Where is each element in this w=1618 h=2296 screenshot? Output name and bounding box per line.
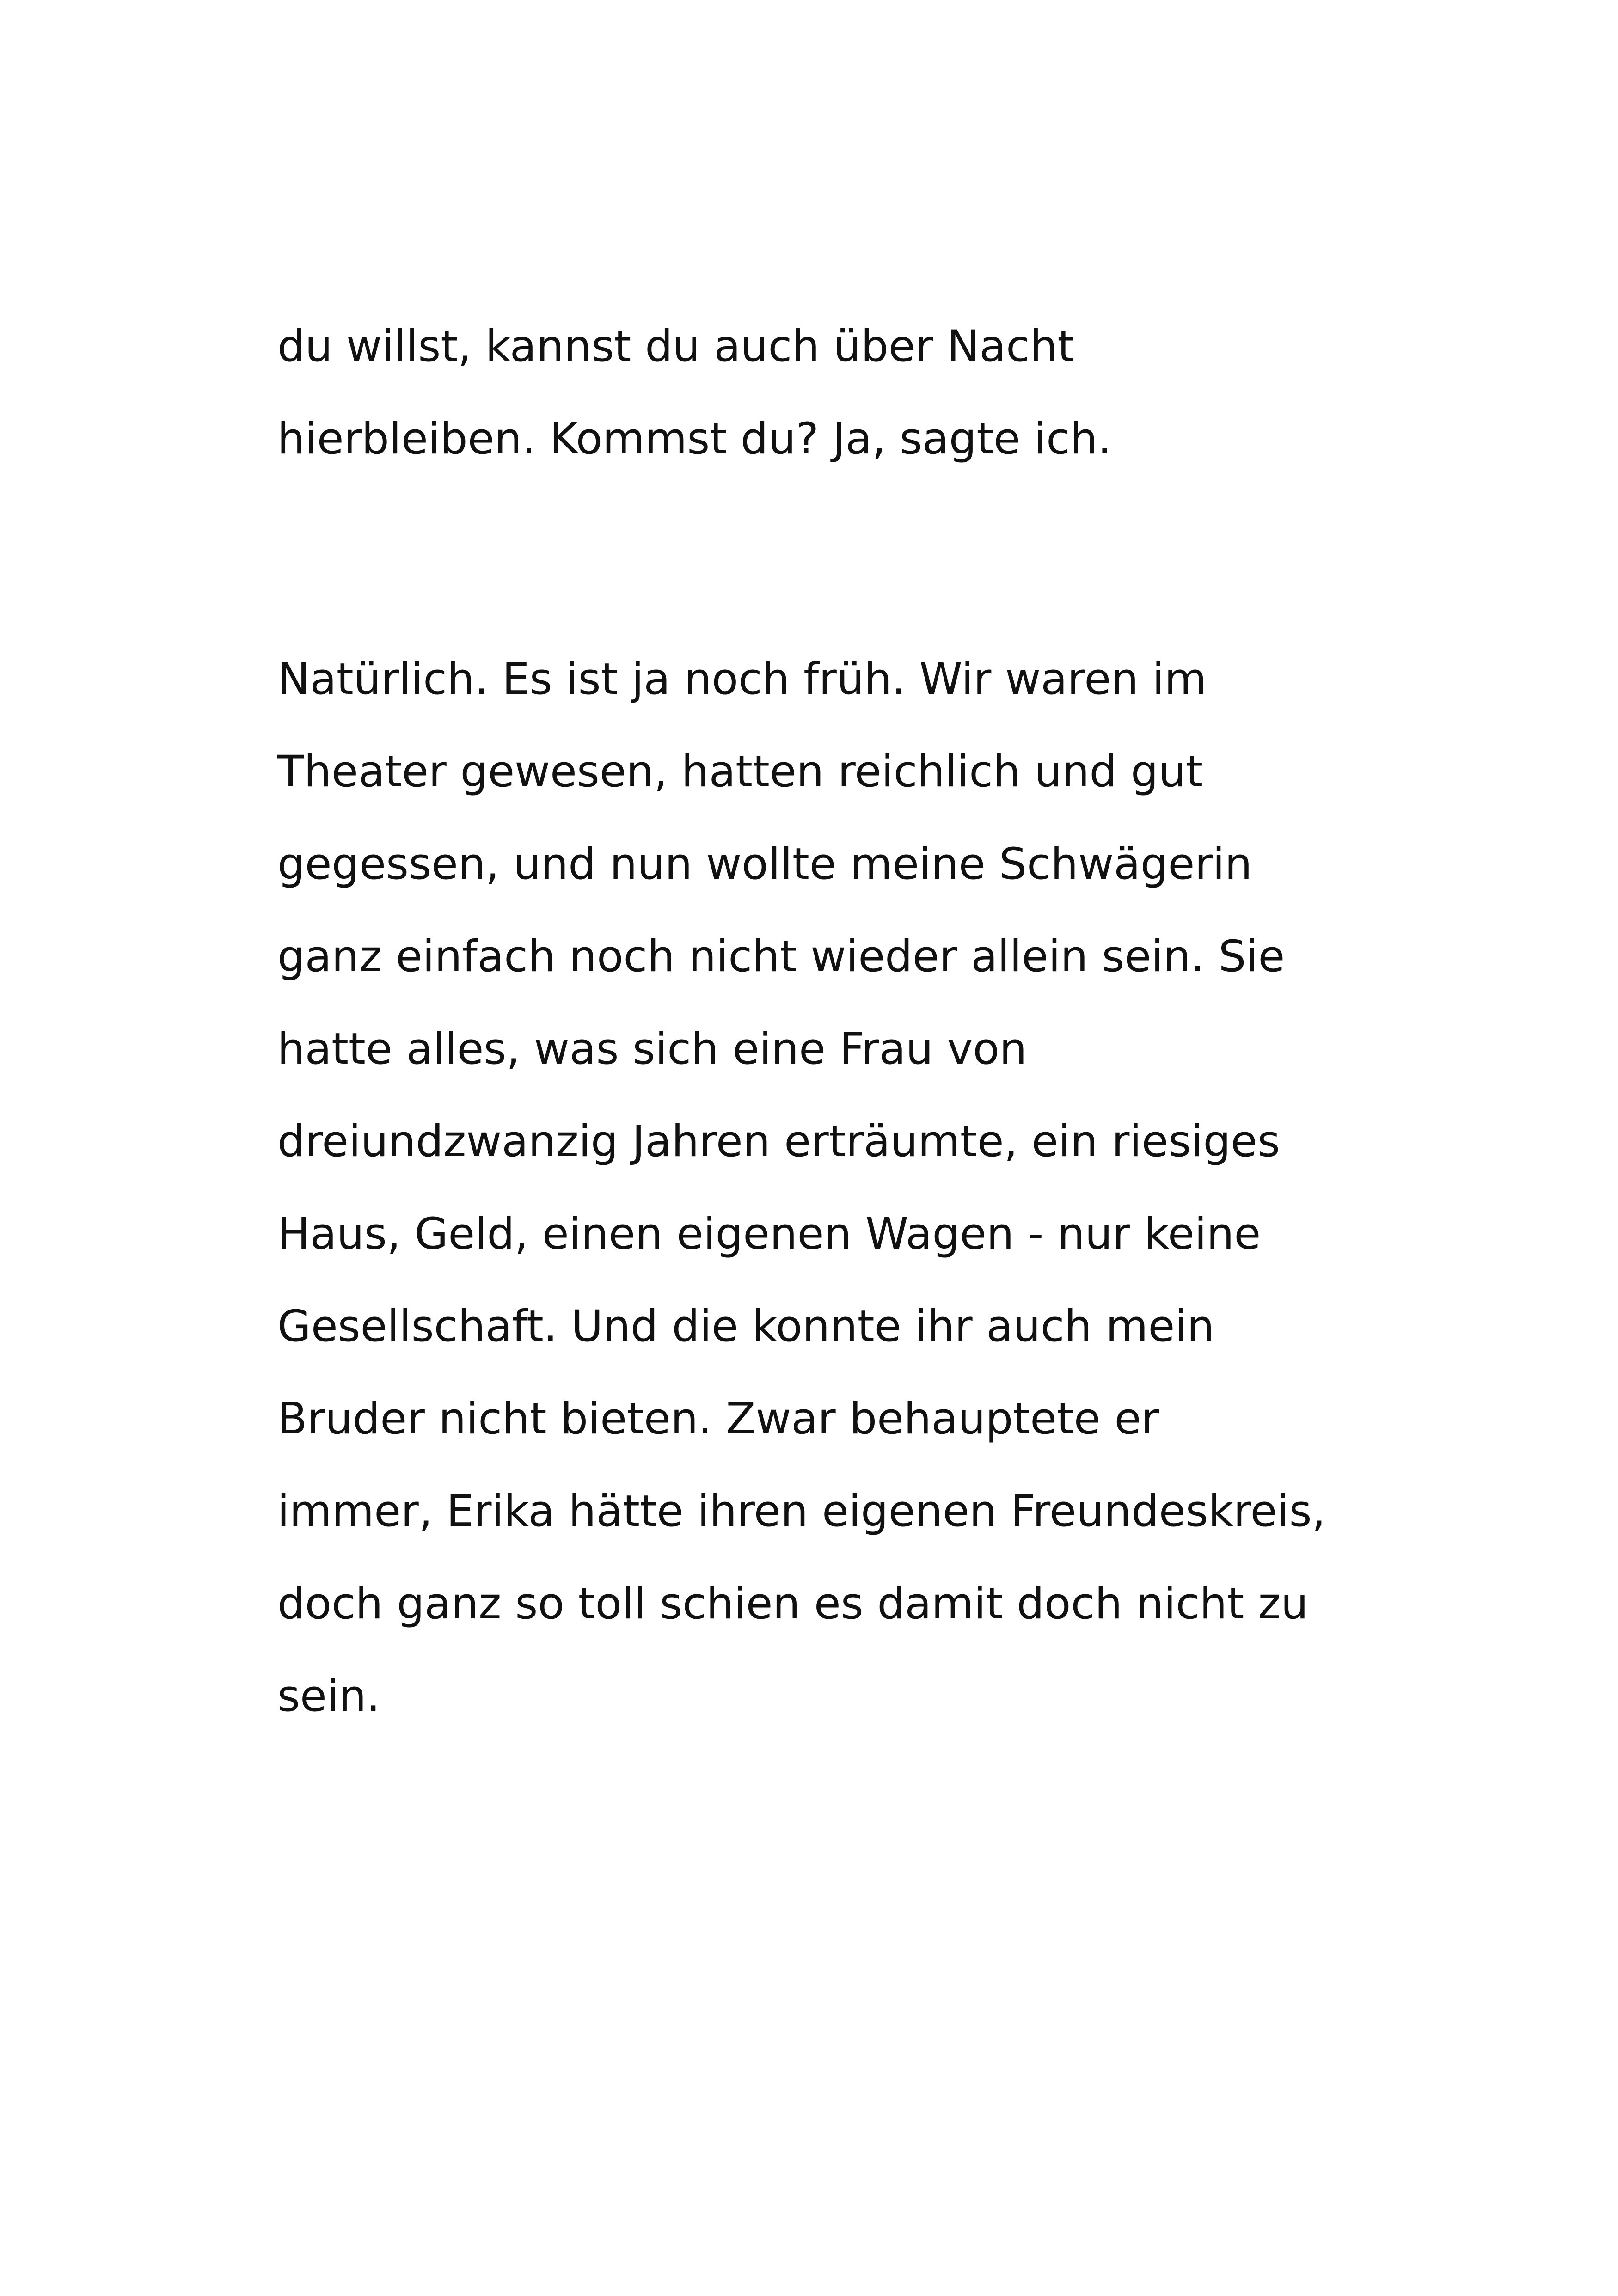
text-line: Natürlich. Es ist ja noch früh. Wir waren im — [277, 654, 1207, 704]
text-line: doch ganz so toll schien es damit doch nicht zu — [277, 1579, 1309, 1629]
text-line: dreiundzwanzig Jahren erträumte, ein riesiges — [277, 1116, 1280, 1167]
text-line: Gesellschaft. Und die konnte ihr auch mein — [277, 1301, 1214, 1352]
text-line: Haus, Geld, einen eigenen Wagen - nur keine — [277, 1209, 1261, 1259]
text-line: Bruder nicht bieten. Zwar behauptete er — [277, 1394, 1159, 1444]
text-line: hatte alles, was sich eine Frau von — [277, 1024, 1027, 1074]
text-line: hierbleiben. Kommst du? Ja, sagte ich. — [277, 414, 1112, 464]
text-line: sein. — [277, 1671, 380, 1721]
text-line: du willst, kannst du auch über Nacht — [277, 321, 1075, 372]
text-line: Theater gewesen, hatten reichlich und gut — [277, 747, 1203, 797]
text-line: gegessen, und nun wollte meine Schwägerin — [277, 839, 1252, 889]
text-line: ganz einfach noch nicht wieder allein sein. Sie — [277, 931, 1285, 982]
text-line: immer, Erika hätte ihren eigenen Freundeskreis, — [277, 1486, 1326, 1537]
